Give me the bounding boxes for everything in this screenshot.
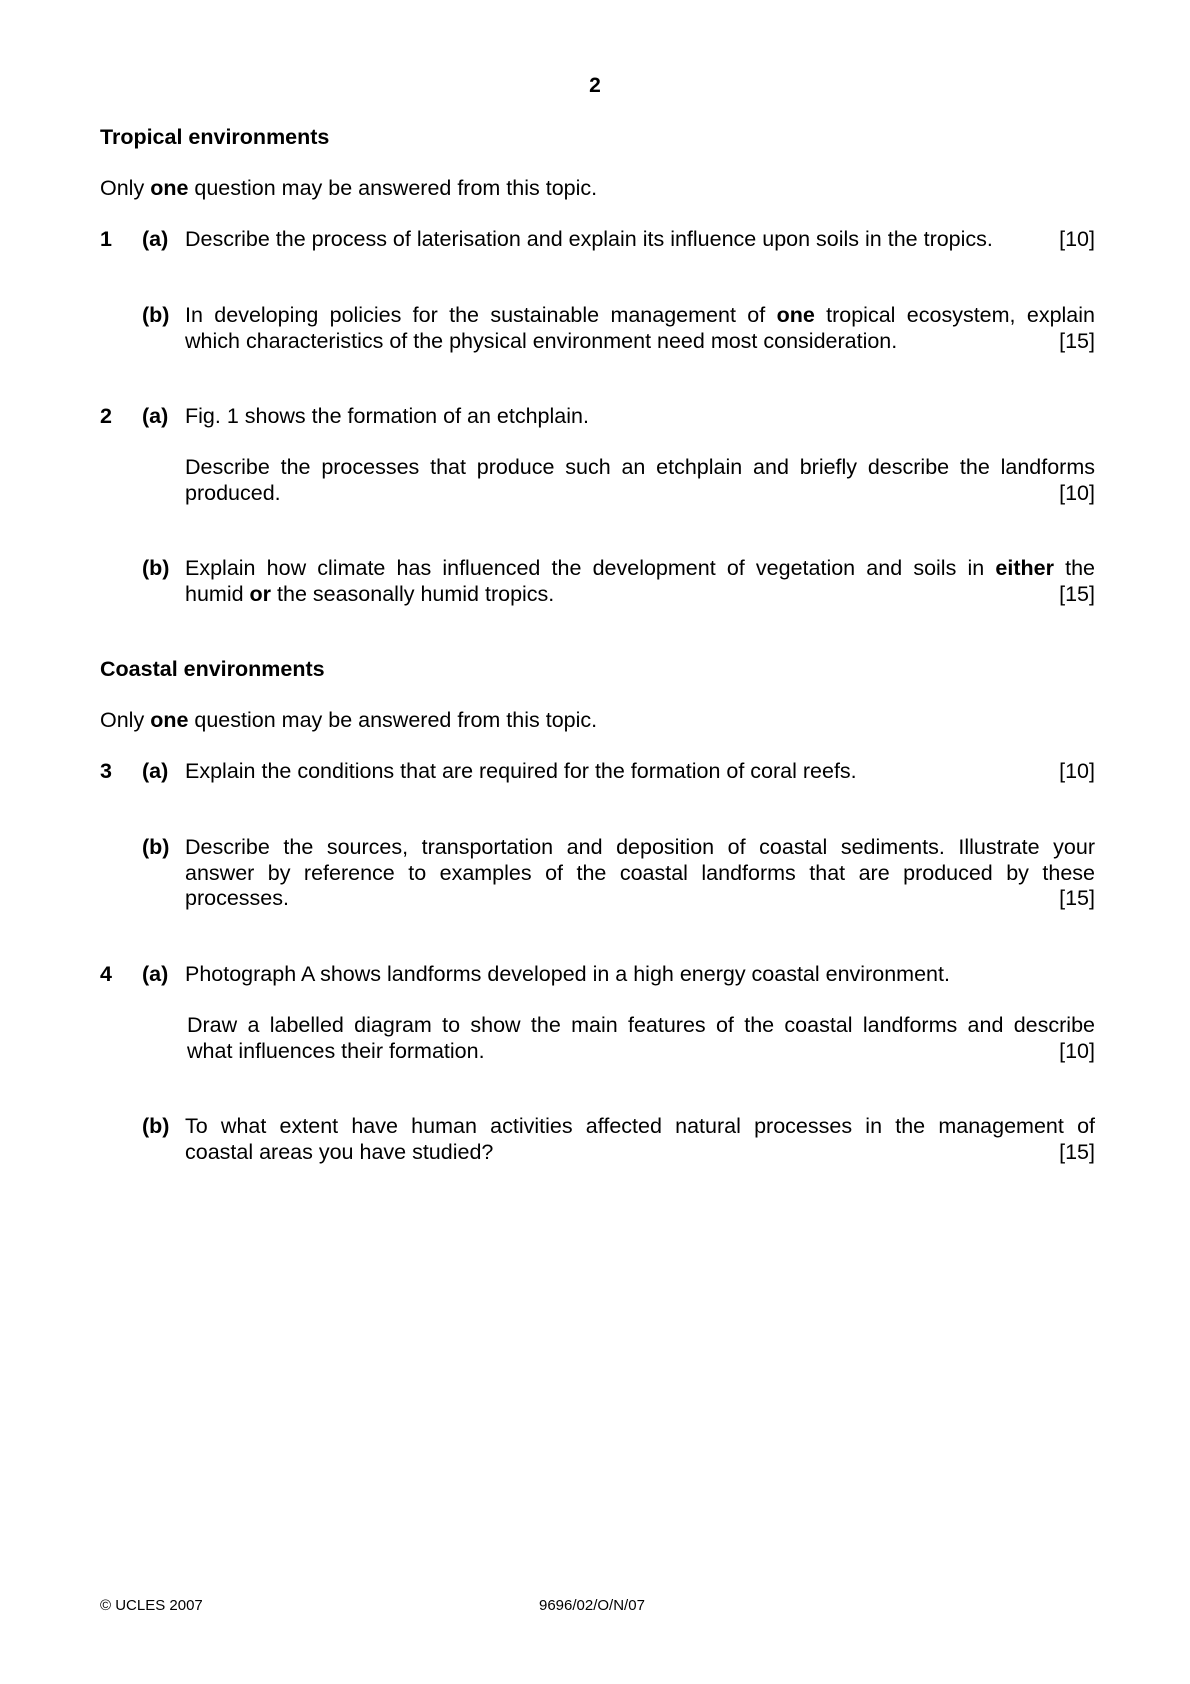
question-bold: one [776, 303, 815, 327]
question-number-1: 1 [100, 227, 112, 251]
footer-copyright: © UCLES 2007 [100, 1597, 203, 1614]
question-text: Photograph A shows landforms developed in a high energy coastal environment. [185, 962, 950, 986]
question-4b-text [185, 1114, 1095, 1165]
question-1a-label: (a) [142, 227, 169, 251]
question-text: Describe the processes that produce such an etchplain and briefly describe the landforms [185, 455, 1095, 479]
question-text: answer by reference to examples of the coastal landforms that are produced by these [185, 860, 1095, 885]
intro-text: question may be answered from this topic. [188, 176, 598, 200]
question-2a-instruction [185, 455, 1095, 506]
question-text: tropical ecosystem, explain [814, 303, 1095, 327]
intro-text: question may be answered from this topic. [188, 708, 598, 732]
question-text: Describe the sources, transportation and deposition of coastal sediments. Illustrate your [185, 835, 1095, 859]
question-3a-label: (a) [142, 759, 169, 783]
question-2b-text [185, 556, 1095, 607]
question-1b-label: (b) [142, 303, 170, 327]
marks: [10] [1059, 759, 1095, 783]
question-text: Draw a labelled diagram to show the main features of the coastal landforms and describe [187, 1013, 1095, 1037]
question-text: produced. [185, 480, 281, 505]
question-2a-text [185, 404, 1095, 430]
question-number-4: 4 [100, 962, 112, 986]
question-text: the seasonally humid tropics. [271, 581, 555, 606]
question-3b-label: (b) [142, 835, 170, 859]
section-intro-coastal [100, 708, 597, 733]
intro-bold: one [150, 176, 189, 200]
intro-text: Only [100, 176, 151, 200]
intro-bold: one [150, 708, 189, 732]
question-text: coastal areas you have studied? [185, 1139, 494, 1164]
intro-text: Only [100, 708, 151, 732]
question-4a-instruction [187, 1013, 1095, 1064]
footer-paper-code: 9696/02/O/N/07 [539, 1597, 645, 1614]
question-text: humid [185, 581, 250, 606]
question-4a-text [185, 962, 1095, 988]
section-heading-tropical: Tropical environments [100, 125, 330, 149]
question-3b-text [185, 835, 1095, 912]
question-bold: either [995, 556, 1054, 580]
question-4b-label: (b) [142, 1114, 170, 1138]
question-number-3: 3 [100, 759, 112, 783]
question-text: processes. [185, 886, 289, 910]
question-text: Fig. 1 shows the formation of an etchplain. [185, 404, 589, 428]
question-text: To what extent have human activities affected natural processes in the management of [185, 1114, 1095, 1138]
section-intro-tropical [100, 176, 597, 201]
question-text: what influences their formation. [187, 1038, 485, 1063]
question-text: which characteristics of the physical environment need most consideration. [185, 328, 898, 353]
question-text: the [1053, 556, 1095, 580]
question-text: In developing policies for the sustainable management of [185, 303, 777, 327]
section-heading-coastal: Coastal environments [100, 657, 325, 681]
question-text: Explain how climate has influenced the development of vegetation and soils in [185, 556, 996, 580]
question-1b-text [185, 303, 1095, 354]
question-2a-label: (a) [142, 404, 169, 428]
marks: [10] [1059, 227, 1095, 251]
page-number: 2 [589, 74, 601, 97]
question-3a-text [185, 759, 1095, 785]
marks: [15] [1059, 581, 1095, 606]
question-text: Describe the process of laterisation and explain its influence upon soils in the tropics. [185, 227, 993, 251]
question-number-2: 2 [100, 404, 112, 428]
marks: [15] [1059, 886, 1095, 910]
marks: [10] [1059, 1038, 1095, 1063]
marks: [10] [1059, 480, 1095, 505]
question-2b-label: (b) [142, 556, 170, 580]
question-bold: or [249, 581, 272, 606]
marks: [15] [1059, 328, 1095, 353]
question-1a-text [185, 227, 1095, 253]
question-text: Explain the conditions that are required for the formation of coral reefs. [185, 759, 857, 783]
question-4a-label: (a) [142, 962, 169, 986]
marks: [15] [1059, 1139, 1095, 1164]
